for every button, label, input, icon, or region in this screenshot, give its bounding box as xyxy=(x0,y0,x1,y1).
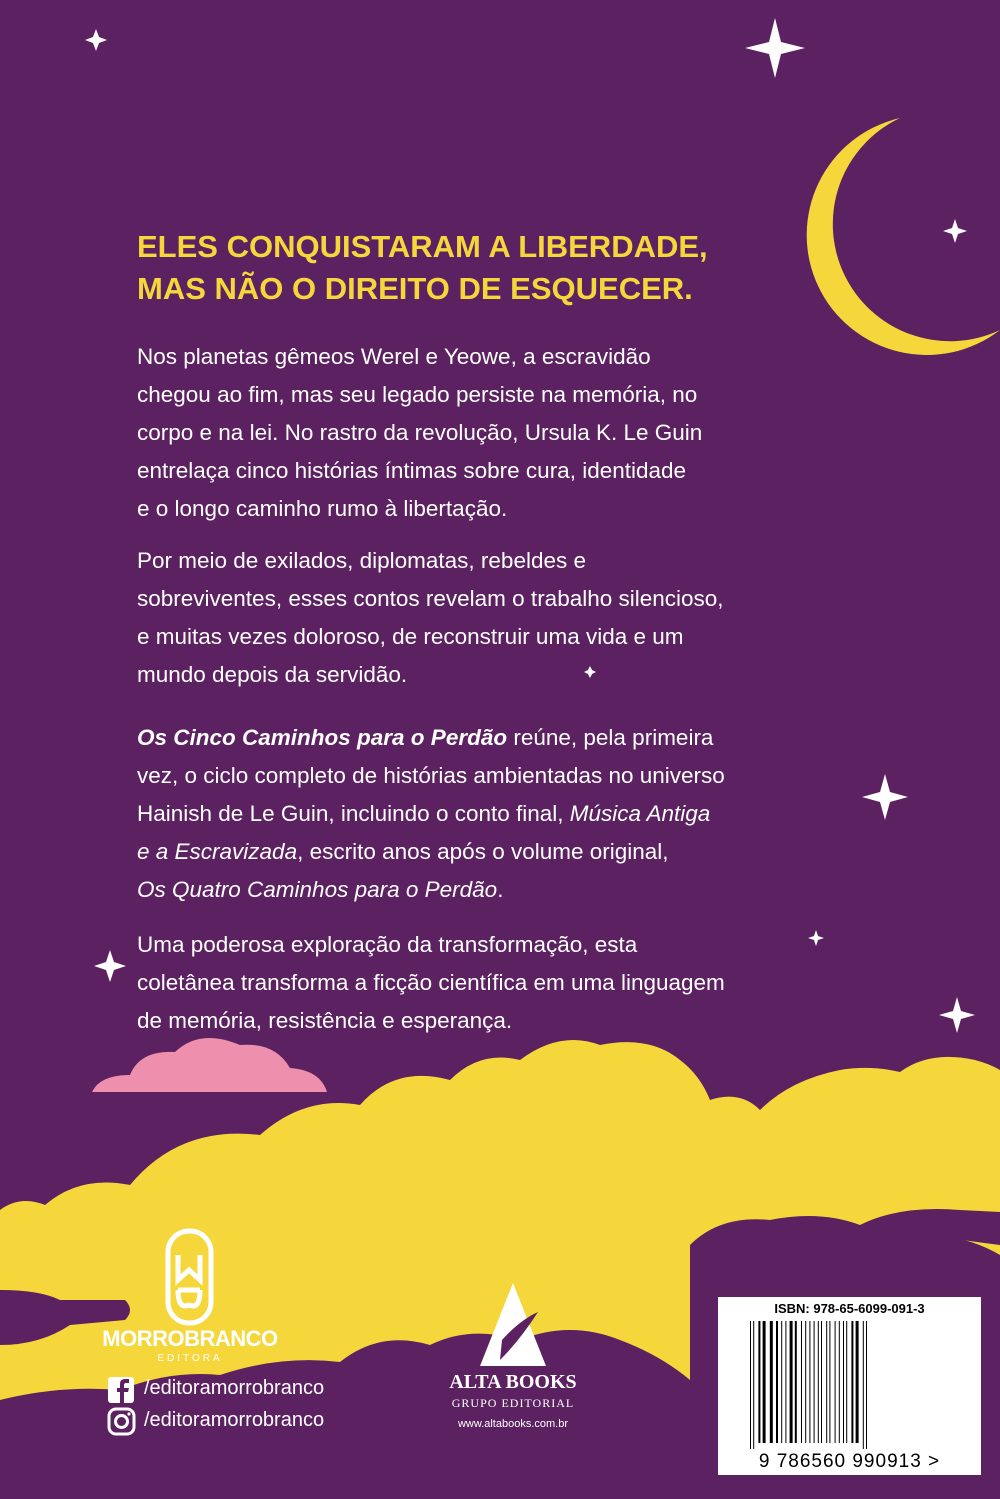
barcode-bar xyxy=(843,1321,844,1443)
barcode-bar xyxy=(851,1321,853,1443)
barcode-bar xyxy=(770,1321,773,1443)
barcode-bar xyxy=(846,1321,847,1443)
barcode-bar xyxy=(785,1321,786,1443)
headline-line: ELES CONQUISTARAM A LIBERDADE, xyxy=(137,229,708,264)
publisher-sub: EDITORA xyxy=(157,1353,223,1364)
star-icon xyxy=(94,950,126,982)
paragraph-text: . xyxy=(497,877,504,902)
barcode-bar xyxy=(801,1321,802,1443)
barcode-bars xyxy=(748,1321,958,1451)
paragraph-line: corpo e na lei. No rastro da revolução, Ursula K. Le Guin xyxy=(137,420,703,445)
instagram-link[interactable] xyxy=(144,1409,324,1432)
barcode-bar xyxy=(856,1321,859,1443)
alta-sub: GRUPO EDITORIAL xyxy=(451,1396,575,1410)
story-title: Música Antiga xyxy=(569,801,711,826)
paragraph-line: Nos planetas gêmeos Werel e Yeowe, a escravidão xyxy=(137,344,651,369)
paragraph-line: chegou ao fim, mas seu legado persiste na memória, no xyxy=(137,382,698,407)
book-title: Os Cinco Caminhos para o Perdão xyxy=(137,725,508,750)
paragraph-text: , escrito anos após o volume original, xyxy=(297,839,669,864)
alta-url[interactable]: www.altabooks.com.br xyxy=(457,1418,569,1430)
paragraph-line xyxy=(137,719,817,757)
paragraph-line xyxy=(137,833,817,871)
paragraph-line: entrelaça cinco histórias íntimas sobre cura, identidade xyxy=(137,458,687,483)
barcode-bar xyxy=(866,1321,867,1449)
barcode-bar xyxy=(814,1321,815,1443)
barcode-digits: 9 786560 990913 > xyxy=(758,1451,941,1472)
barcode-bar xyxy=(753,1321,754,1449)
barcode-bar xyxy=(763,1321,766,1443)
star-icon xyxy=(745,18,805,78)
paragraph-text: Hainish de Le Guin, incluindo o conto final, xyxy=(137,801,570,826)
paragraph-line xyxy=(137,871,817,909)
barcode-bar xyxy=(826,1321,827,1443)
barcode-bar xyxy=(758,1321,760,1443)
headline-line: MAS NÃO O DIREITO DE ESQUECER. xyxy=(137,271,693,306)
facebook-link[interactable] xyxy=(144,1377,324,1400)
instagram-handle: /editoramorrobranco xyxy=(144,1409,325,1431)
barcode-bar xyxy=(750,1321,751,1449)
barcode-bar xyxy=(809,1321,810,1443)
barcode-bar xyxy=(835,1321,836,1443)
paragraph-line: e muitas vezes doloroso, de reconstruir uma vida e um xyxy=(137,624,684,649)
paragraph-line: de memória, resistência e esperança. xyxy=(137,1008,513,1033)
star-icon xyxy=(85,29,107,51)
synopsis-paragraph-2 xyxy=(137,542,817,694)
barcode-bar xyxy=(776,1321,778,1443)
paragraph-line xyxy=(137,795,817,833)
pink-cloud xyxy=(92,1038,327,1092)
paragraph-line: Por meio de exilados, diplomatas, rebeldes e xyxy=(137,548,587,573)
publisher-name: MORROBRANCO xyxy=(102,1326,278,1351)
story-title: e a Escravizada xyxy=(137,839,298,864)
barcode-bar xyxy=(863,1321,864,1449)
paragraph-line: coletânea transforma a ficção científica em uma linguagem xyxy=(137,970,725,995)
isbn-label: ISBN: 978-65-6099-091-3 xyxy=(774,1301,925,1316)
barcode-bar xyxy=(821,1321,822,1443)
barcode-bar xyxy=(805,1321,806,1443)
barcode-bar xyxy=(818,1321,819,1443)
facebook-handle: /editoramorrobranco xyxy=(144,1377,325,1399)
barcode-bar xyxy=(795,1321,797,1443)
paragraph-line: Uma poderosa exploração da transformação, esta xyxy=(137,932,638,957)
paragraph-line: e o longo caminho rumo à libertação. xyxy=(137,496,508,521)
facebook-icon xyxy=(108,1377,134,1403)
crescent-moon xyxy=(807,118,1000,355)
paragraph-line: vez, o ciclo completo de histórias ambientadas no universo xyxy=(137,763,725,788)
barcode-bar xyxy=(790,1321,793,1443)
star-icon xyxy=(939,997,975,1033)
paragraph-text: reúne, pela primeira xyxy=(507,725,714,750)
barcode-bar xyxy=(839,1321,840,1443)
synopsis-paragraph-4 xyxy=(137,926,817,1040)
barcode xyxy=(718,1297,981,1475)
original-title: Os Quatro Caminhos para o Perdão xyxy=(137,877,498,902)
alta-name: ALTA BOOKS xyxy=(449,1371,577,1393)
barcode-bar xyxy=(781,1321,782,1443)
star-icon xyxy=(943,219,967,243)
star-icon xyxy=(862,774,908,820)
paragraph-line: sobreviventes, esses contos revelam o trabalho silencioso, xyxy=(137,586,724,611)
barcode-bar xyxy=(829,1321,830,1443)
headline xyxy=(137,226,777,310)
synopsis-paragraph-1 xyxy=(137,338,817,528)
synopsis-paragraph-3 xyxy=(137,719,817,909)
paragraph-line: mundo depois da servidão. xyxy=(137,662,408,687)
